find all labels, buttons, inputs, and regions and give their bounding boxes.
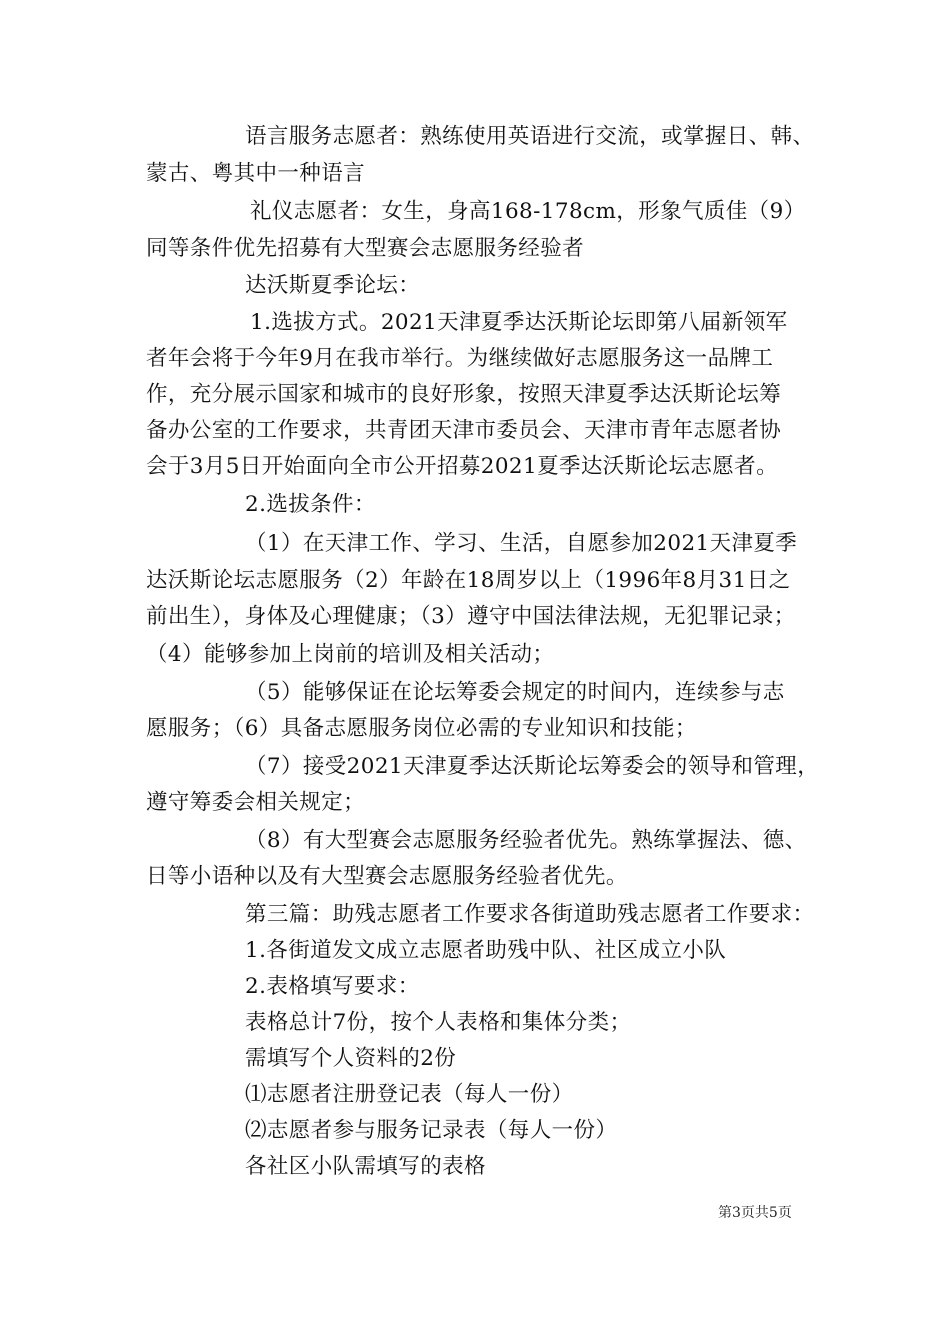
- text-line: 需填写个人资料的2份: [245, 1046, 457, 1071]
- text-line: 同等条件优先招募有大型赛会志愿服务经验者: [146, 236, 585, 261]
- text-line: 2.表格填写要求：: [245, 974, 420, 999]
- text-line: 语言服务志愿者：熟练使用英语进行交流，或掌握日、韩、: [245, 124, 815, 149]
- text-line: 达沃斯论坛志愿服务（2）年龄在18周岁以上（1996年8月31日之: [146, 568, 791, 593]
- text-line: 者年会将于今年9月在我市举行。为继续做好志愿服务这一品牌工: [146, 346, 774, 371]
- text-line: 遵守筹委会相关规定；: [146, 790, 366, 815]
- text-line: 前出生），身体及心理健康；（3）遵守中国法律法规，无犯罪记录；: [146, 604, 796, 629]
- text-line: 作，充分展示国家和城市的良好形象，按照天津夏季达沃斯论坛筹: [146, 382, 782, 407]
- text-line: 会于3月5日开始面向全市公开招募2021夏季达沃斯论坛志愿者。: [146, 454, 778, 479]
- text-line: （1）在天津工作、学习、生活，自愿参加2021天津夏季: [245, 531, 798, 556]
- text-line: 各社区小队需填写的表格: [245, 1154, 486, 1179]
- text-line: 备办公室的工作要求，共青团天津市委员会、天津市青年志愿者协: [146, 418, 782, 443]
- text-line: 蒙古、粤其中一种语言: [146, 161, 366, 186]
- text-line: 2.选拔条件：: [245, 492, 376, 517]
- text-line: （4）能够参加上岗前的培训及相关活动；: [146, 642, 555, 667]
- text-line: 愿服务；（6）具备志愿服务岗位必需的专业知识和技能；: [146, 716, 697, 741]
- section-heading: 第三篇：助残志愿者工作要求各街道助残志愿者工作要求：: [245, 902, 815, 927]
- text-line: 日等小语种以及有大型赛会志愿服务经验者优先。: [146, 864, 628, 889]
- text-line: （8）有大型赛会志愿服务经验者优先。熟练掌握法、德、: [245, 828, 807, 853]
- text-line: ⑵志愿者参与服务记录表（每人一份）: [245, 1118, 618, 1143]
- page-number: 第3页共5页: [718, 1205, 792, 1221]
- text-line: 表格总计7份，按个人表格和集体分类；: [245, 1010, 632, 1035]
- text-line: （5）能够保证在论坛筹委会规定的时间内，连续参与志: [245, 680, 785, 705]
- text-line: （7）接受2021天津夏季达沃斯论坛筹委会的领导和管理，: [245, 754, 820, 779]
- text-line: 1.各街道发文成立志愿者助残中队、社区成立小队: [245, 938, 727, 963]
- section-heading: 达沃斯夏季论坛：: [245, 273, 421, 298]
- text-line: 礼仪志愿者：女生，身高168-178cm，形象气质佳（9）: [250, 199, 806, 224]
- text-line: 1.选拔方式。2021天津夏季达沃斯论坛即第八届新领军: [250, 310, 788, 335]
- text-line: ⑴志愿者注册登记表（每人一份）: [245, 1082, 574, 1107]
